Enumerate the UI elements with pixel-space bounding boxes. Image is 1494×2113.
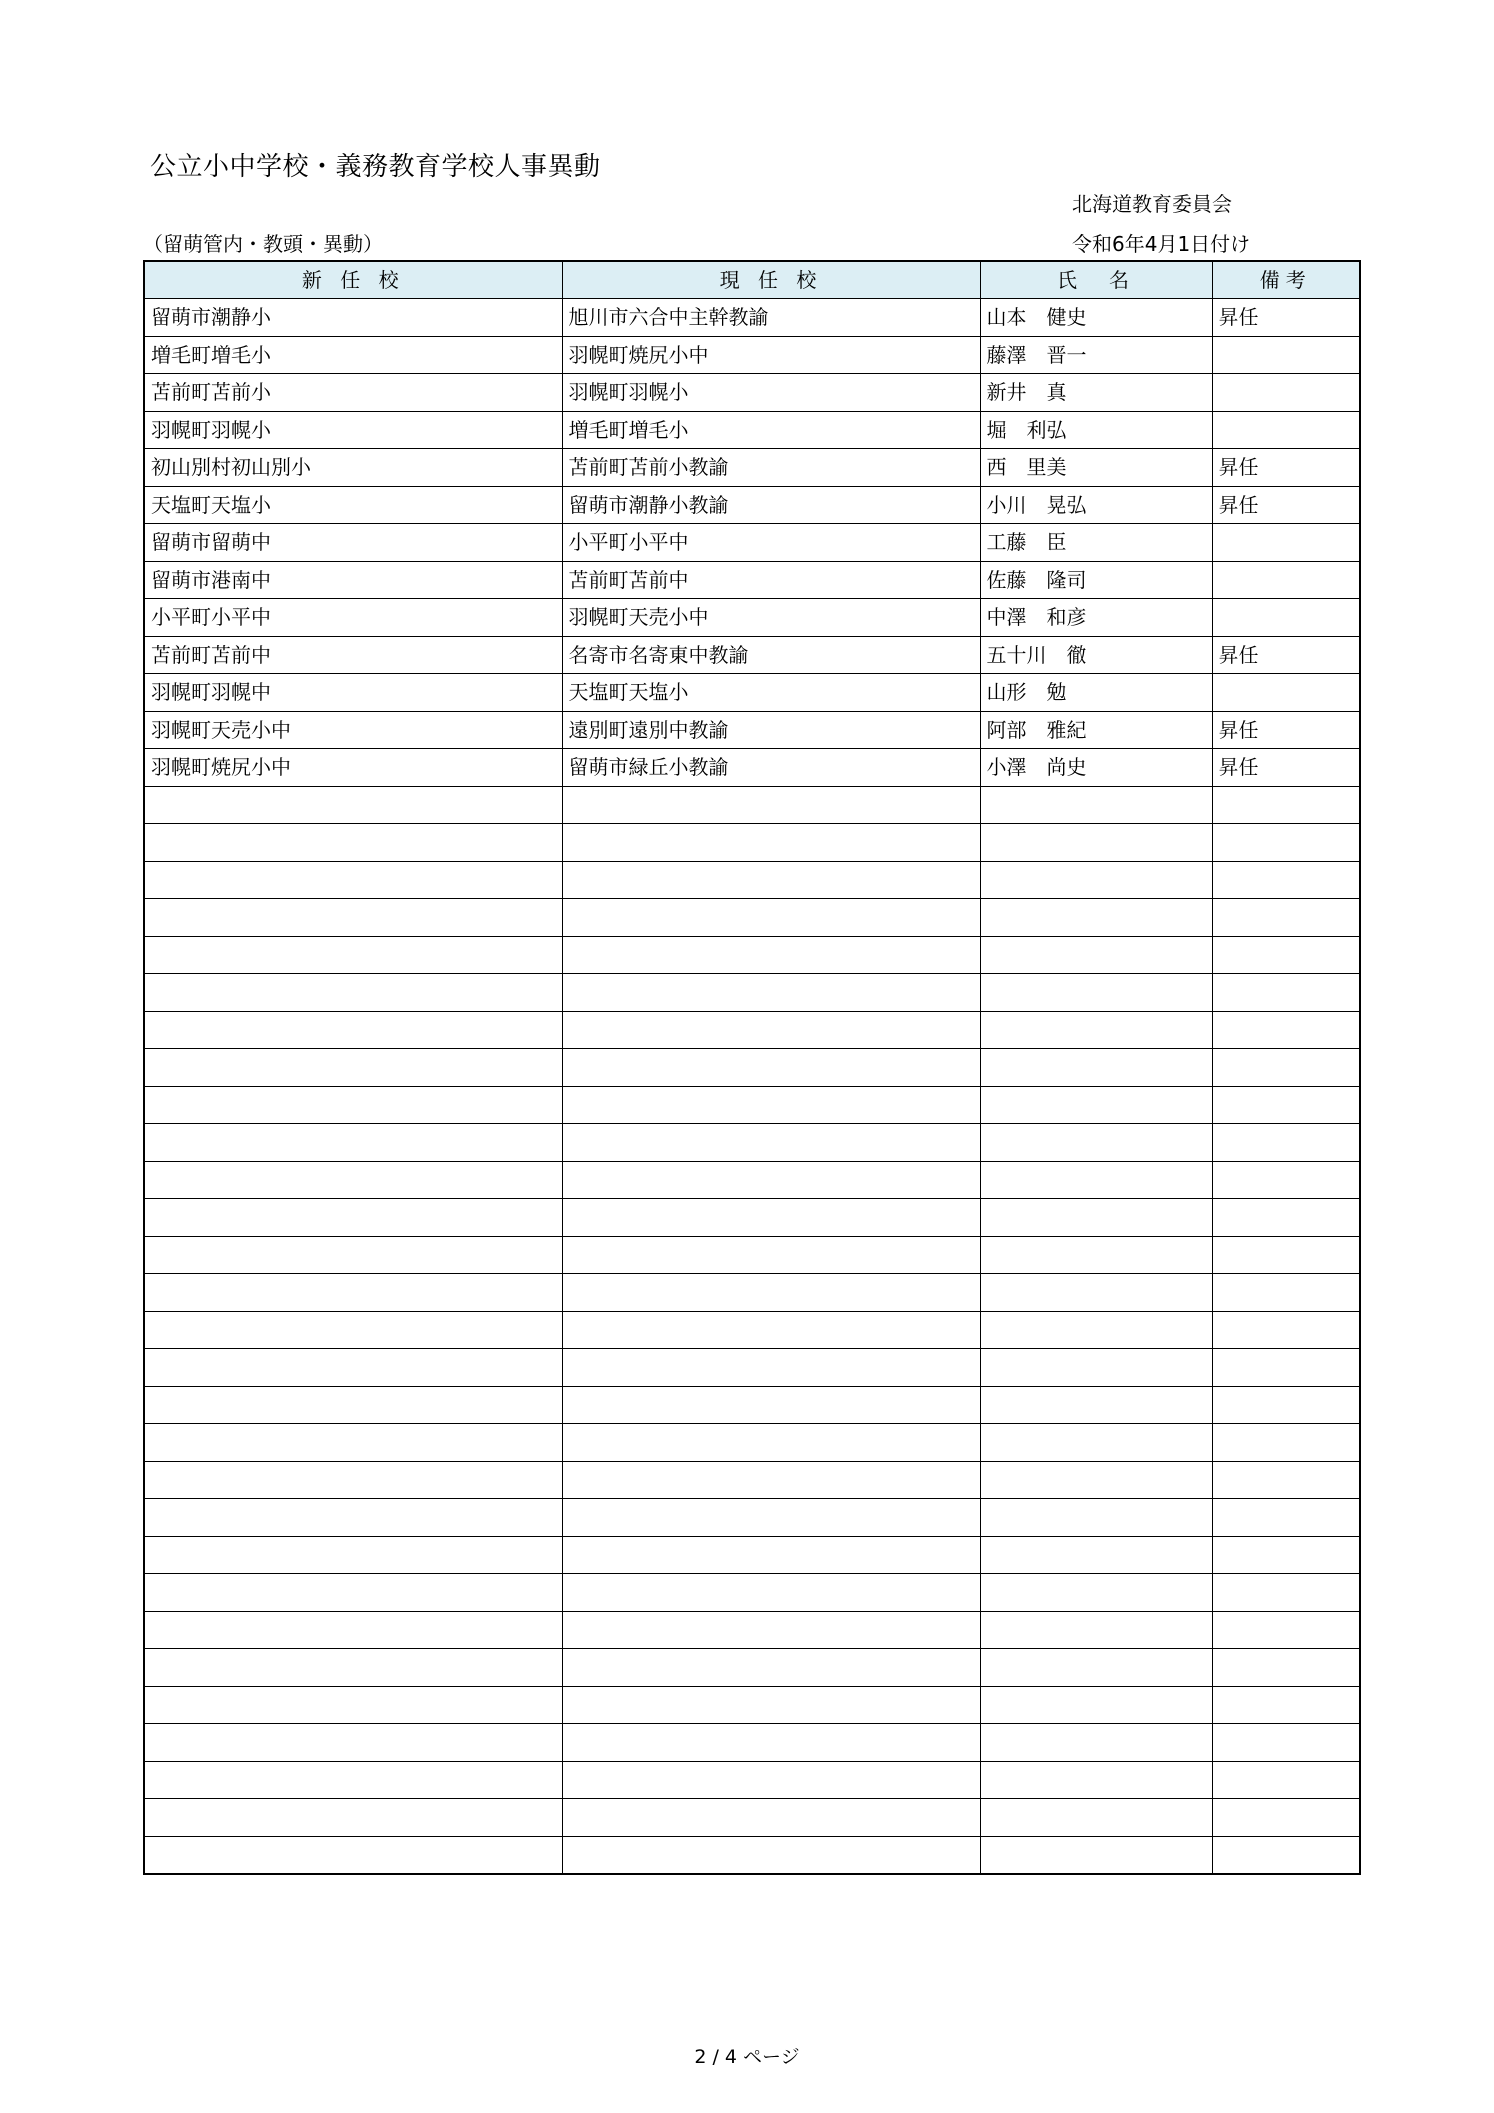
- cell-remarks: 昇任: [1212, 711, 1360, 749]
- cell-name: [980, 1799, 1212, 1837]
- cell-name: [980, 1349, 1212, 1387]
- cell-new-school: [144, 1199, 562, 1237]
- cell-current-school: [562, 1236, 980, 1274]
- cell-current-school: 旭川市六合中主幹教諭: [562, 299, 980, 337]
- table-row: [144, 374, 1360, 412]
- cell-remarks: [1212, 1124, 1360, 1162]
- header-new-school: 新 任 校: [144, 261, 562, 299]
- cell-new-school: [144, 1049, 562, 1087]
- table-row: [144, 1011, 1360, 1049]
- table-body: [144, 299, 1360, 1874]
- cell-current-school: [562, 1386, 980, 1424]
- table-row: [144, 1724, 1360, 1762]
- cell-name: [980, 1124, 1212, 1162]
- cell-name: [980, 1461, 1212, 1499]
- table-row: [144, 749, 1360, 787]
- table-row: [144, 1049, 1360, 1087]
- table-row: [144, 1461, 1360, 1499]
- cell-name: [980, 974, 1212, 1012]
- cell-current-school: [562, 824, 980, 862]
- table-row: [144, 824, 1360, 862]
- cell-remarks: [1212, 1611, 1360, 1649]
- cell-name: 佐藤 隆司: [980, 561, 1212, 599]
- table-row: [144, 599, 1360, 637]
- cell-remarks: [1212, 561, 1360, 599]
- cell-current-school: [562, 1536, 980, 1574]
- cell-remarks: 昇任: [1212, 299, 1360, 337]
- table-row: [144, 1611, 1360, 1649]
- cell-current-school: [562, 1011, 980, 1049]
- cell-new-school: 苫前町苫前中: [144, 636, 562, 674]
- cell-current-school: [562, 1611, 980, 1649]
- cell-new-school: [144, 1574, 562, 1612]
- cell-new-school: [144, 936, 562, 974]
- cell-remarks: [1212, 524, 1360, 562]
- cell-remarks: [1212, 1836, 1360, 1874]
- cell-name: 山形 勉: [980, 674, 1212, 712]
- cell-new-school: [144, 1086, 562, 1124]
- cell-current-school: [562, 1574, 980, 1612]
- cell-current-school: 苫前町苫前中: [562, 561, 980, 599]
- cell-new-school: [144, 1349, 562, 1387]
- cell-remarks: 昇任: [1212, 749, 1360, 787]
- cell-name: [980, 1049, 1212, 1087]
- cell-remarks: 昇任: [1212, 449, 1360, 487]
- cell-current-school: [562, 1311, 980, 1349]
- table-row: [144, 711, 1360, 749]
- personnel-table: [143, 260, 1361, 1875]
- cell-remarks: [1212, 1161, 1360, 1199]
- cell-new-school: [144, 1124, 562, 1162]
- page-number: 2 / 4 ページ: [694, 2046, 800, 2068]
- cell-name: [980, 1611, 1212, 1649]
- cell-remarks: [1212, 1311, 1360, 1349]
- table-row: [144, 486, 1360, 524]
- cell-name: [980, 1311, 1212, 1349]
- cell-current-school: [562, 1686, 980, 1724]
- table-row: [144, 899, 1360, 937]
- cell-name: 小澤 尚史: [980, 749, 1212, 787]
- table-row: [144, 1686, 1360, 1724]
- cell-name: [980, 1386, 1212, 1424]
- table-row: [144, 636, 1360, 674]
- cell-remarks: [1212, 1199, 1360, 1237]
- cell-name: [980, 786, 1212, 824]
- cell-new-school: 留萌市留萌中: [144, 524, 562, 562]
- cell-current-school: 留萌市緑丘小教諭: [562, 749, 980, 787]
- table-row: [144, 674, 1360, 712]
- cell-remarks: [1212, 1049, 1360, 1087]
- page-title: 公立小中学校・義務教育学校人事異動: [150, 152, 601, 182]
- table-row: [144, 1086, 1360, 1124]
- cell-new-school: [144, 1499, 562, 1537]
- cell-remarks: [1212, 411, 1360, 449]
- cell-new-school: 小平町小平中: [144, 599, 562, 637]
- cell-remarks: [1212, 1236, 1360, 1274]
- table-row: [144, 1236, 1360, 1274]
- header-current-school: 現 任 校: [562, 261, 980, 299]
- cell-remarks: [1212, 1686, 1360, 1724]
- table-row: [144, 411, 1360, 449]
- table-row: [144, 786, 1360, 824]
- cell-new-school: [144, 1274, 562, 1312]
- cell-new-school: 羽幌町羽幌中: [144, 674, 562, 712]
- cell-name: [980, 1649, 1212, 1687]
- cell-current-school: [562, 1086, 980, 1124]
- cell-new-school: [144, 1836, 562, 1874]
- cell-current-school: [562, 1461, 980, 1499]
- cell-current-school: [562, 861, 980, 899]
- cell-name: 堀 利弘: [980, 411, 1212, 449]
- cell-name: [980, 936, 1212, 974]
- cell-current-school: [562, 1424, 980, 1462]
- cell-name: [980, 1274, 1212, 1312]
- cell-current-school: 苫前町苫前小教諭: [562, 449, 980, 487]
- cell-new-school: [144, 786, 562, 824]
- cell-current-school: [562, 1049, 980, 1087]
- table-row: [144, 1349, 1360, 1387]
- cell-new-school: [144, 1761, 562, 1799]
- cell-current-school: [562, 1274, 980, 1312]
- cell-name: [980, 1686, 1212, 1724]
- subtitle: （留萌管内・教頭・異動）: [143, 232, 383, 256]
- cell-new-school: 留萌市潮静小: [144, 299, 562, 337]
- cell-current-school: 名寄市名寄東中教諭: [562, 636, 980, 674]
- table-row: [144, 1799, 1360, 1837]
- cell-remarks: [1212, 1461, 1360, 1499]
- cell-new-school: 苫前町苫前小: [144, 374, 562, 412]
- table-row: [144, 936, 1360, 974]
- cell-current-school: [562, 1349, 980, 1387]
- cell-remarks: [1212, 824, 1360, 862]
- cell-current-school: [562, 1499, 980, 1537]
- cell-new-school: [144, 1386, 562, 1424]
- cell-remarks: [1212, 936, 1360, 974]
- cell-name: 藤澤 晋一: [980, 336, 1212, 374]
- cell-name: [980, 1761, 1212, 1799]
- cell-current-school: [562, 786, 980, 824]
- cell-new-school: 羽幌町焼尻小中: [144, 749, 562, 787]
- cell-new-school: [144, 1724, 562, 1762]
- cell-name: [980, 1086, 1212, 1124]
- cell-new-school: [144, 1161, 562, 1199]
- cell-new-school: 羽幌町羽幌小: [144, 411, 562, 449]
- table-row: [144, 1536, 1360, 1574]
- cell-remarks: [1212, 1349, 1360, 1387]
- cell-name: [980, 1236, 1212, 1274]
- table-row: [144, 299, 1360, 337]
- cell-current-school: 留萌市潮静小教諭: [562, 486, 980, 524]
- table-row: [144, 1499, 1360, 1537]
- cell-remarks: [1212, 1086, 1360, 1124]
- table-row: [144, 1574, 1360, 1612]
- cell-name: [980, 1724, 1212, 1762]
- cell-new-school: [144, 899, 562, 937]
- cell-current-school: 羽幌町天売小中: [562, 599, 980, 637]
- table-header-row: [144, 261, 1360, 299]
- cell-current-school: [562, 899, 980, 937]
- cell-name: [980, 1499, 1212, 1537]
- cell-new-school: [144, 1011, 562, 1049]
- header-name: 氏 名: [980, 261, 1212, 299]
- table-row: [144, 449, 1360, 487]
- table-row: [144, 1836, 1360, 1874]
- table-row: [144, 1274, 1360, 1312]
- cell-remarks: [1212, 1499, 1360, 1537]
- cell-current-school: [562, 1761, 980, 1799]
- cell-name: [980, 824, 1212, 862]
- cell-new-school: 羽幌町天売小中: [144, 711, 562, 749]
- cell-current-school: [562, 974, 980, 1012]
- cell-remarks: [1212, 1574, 1360, 1612]
- cell-remarks: [1212, 1536, 1360, 1574]
- cell-new-school: [144, 1536, 562, 1574]
- cell-new-school: 初山別村初山別小: [144, 449, 562, 487]
- cell-name: 新井 真: [980, 374, 1212, 412]
- cell-remarks: [1212, 1386, 1360, 1424]
- table-row: [144, 1761, 1360, 1799]
- header-remarks: 備考: [1212, 261, 1360, 299]
- table-row: [144, 1424, 1360, 1462]
- cell-remarks: [1212, 1724, 1360, 1762]
- cell-remarks: [1212, 974, 1360, 1012]
- table-row: [144, 1311, 1360, 1349]
- table-row: [144, 861, 1360, 899]
- cell-name: 五十川 徹: [980, 636, 1212, 674]
- cell-remarks: [1212, 374, 1360, 412]
- cell-remarks: [1212, 1011, 1360, 1049]
- cell-current-school: 増毛町増毛小: [562, 411, 980, 449]
- cell-name: [980, 899, 1212, 937]
- cell-new-school: [144, 1461, 562, 1499]
- cell-name: 中澤 和彦: [980, 599, 1212, 637]
- cell-remarks: [1212, 1761, 1360, 1799]
- cell-remarks: [1212, 899, 1360, 937]
- cell-name: 山本 健史: [980, 299, 1212, 337]
- cell-new-school: [144, 1311, 562, 1349]
- cell-new-school: 増毛町増毛小: [144, 336, 562, 374]
- cell-new-school: [144, 1649, 562, 1687]
- cell-new-school: [144, 1236, 562, 1274]
- cell-current-school: [562, 1724, 980, 1762]
- cell-remarks: [1212, 674, 1360, 712]
- cell-remarks: 昇任: [1212, 486, 1360, 524]
- cell-new-school: [144, 824, 562, 862]
- cell-new-school: 天塩町天塩小: [144, 486, 562, 524]
- cell-new-school: [144, 1799, 562, 1837]
- cell-remarks: [1212, 1274, 1360, 1312]
- cell-current-school: 羽幌町焼尻小中: [562, 336, 980, 374]
- table-row: [144, 1386, 1360, 1424]
- table-row: [144, 1124, 1360, 1162]
- cell-current-school: [562, 1199, 980, 1237]
- cell-remarks: [1212, 599, 1360, 637]
- cell-current-school: [562, 1836, 980, 1874]
- cell-name: [980, 1424, 1212, 1462]
- table-row: [144, 1649, 1360, 1687]
- cell-remarks: [1212, 786, 1360, 824]
- cell-name: [980, 1161, 1212, 1199]
- table-row: [144, 336, 1360, 374]
- cell-new-school: [144, 1424, 562, 1462]
- table-row: [144, 974, 1360, 1012]
- cell-name: [980, 1574, 1212, 1612]
- cell-new-school: [144, 861, 562, 899]
- effective-date: 令和6年4月1日付け: [1072, 232, 1251, 256]
- cell-new-school: [144, 1611, 562, 1649]
- cell-name: [980, 861, 1212, 899]
- table-row: [144, 524, 1360, 562]
- cell-remarks: [1212, 1649, 1360, 1687]
- cell-name: [980, 1011, 1212, 1049]
- cell-name: 阿部 雅紀: [980, 711, 1212, 749]
- cell-current-school: 羽幌町羽幌小: [562, 374, 980, 412]
- issuer: 北海道教育委員会: [1072, 192, 1232, 216]
- cell-current-school: [562, 1799, 980, 1837]
- cell-current-school: [562, 1124, 980, 1162]
- cell-current-school: [562, 1649, 980, 1687]
- cell-name: 工藤 臣: [980, 524, 1212, 562]
- cell-remarks: [1212, 861, 1360, 899]
- cell-current-school: 遠別町遠別中教諭: [562, 711, 980, 749]
- cell-current-school: 天塩町天塩小: [562, 674, 980, 712]
- cell-new-school: [144, 974, 562, 1012]
- cell-name: [980, 1536, 1212, 1574]
- cell-name: [980, 1836, 1212, 1874]
- table-row: [144, 1199, 1360, 1237]
- cell-remarks: [1212, 1799, 1360, 1837]
- cell-current-school: [562, 1161, 980, 1199]
- cell-remarks: 昇任: [1212, 636, 1360, 674]
- cell-new-school: 留萌市港南中: [144, 561, 562, 599]
- cell-name: [980, 1199, 1212, 1237]
- cell-name: 小川 晃弘: [980, 486, 1212, 524]
- cell-remarks: [1212, 1424, 1360, 1462]
- cell-current-school: [562, 936, 980, 974]
- cell-current-school: 小平町小平中: [562, 524, 980, 562]
- cell-new-school: [144, 1686, 562, 1724]
- cell-name: 西 里美: [980, 449, 1212, 487]
- cell-remarks: [1212, 336, 1360, 374]
- table-row: [144, 1161, 1360, 1199]
- table-row: [144, 561, 1360, 599]
